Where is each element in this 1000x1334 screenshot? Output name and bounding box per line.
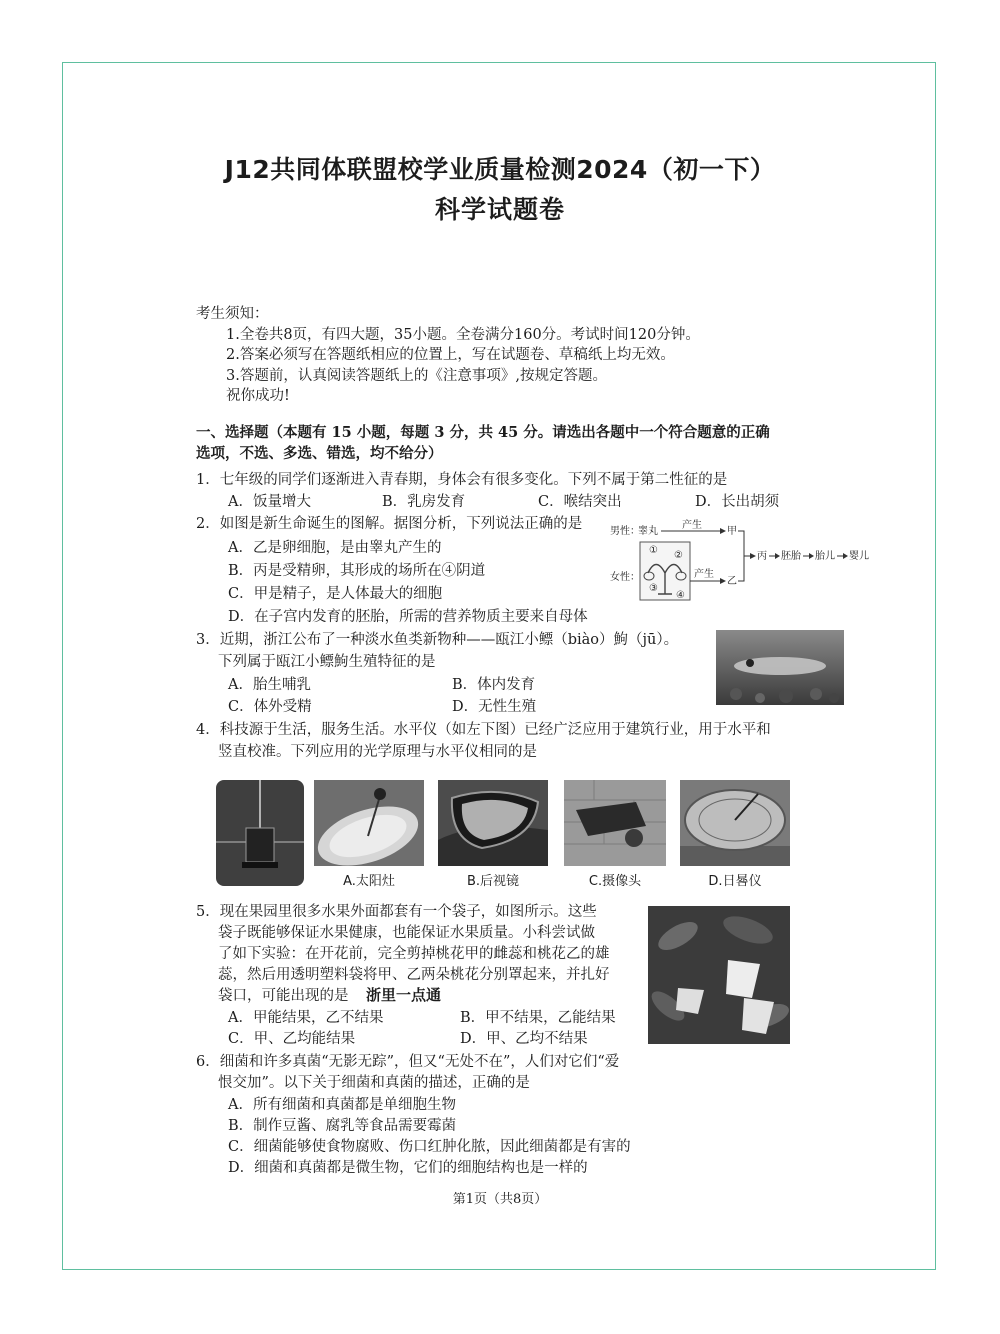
diagram-merge-bracket — [738, 531, 750, 581]
diagram-num-4: ④ — [676, 590, 685, 601]
q1-option-a: A．饭量增大 — [228, 494, 311, 510]
camera-photo — [564, 780, 666, 866]
diagram-label-produce: 产生 — [694, 569, 714, 580]
q5-option-c: C．甲、乙均能结果 — [228, 1031, 356, 1047]
section-heading-cont: 选项，不选、多选、错选，均不给分） — [196, 445, 443, 462]
solar-cooker-photo — [314, 780, 424, 866]
q5-option-a: A．甲能结果，乙不结果 — [228, 1010, 384, 1026]
q2-option-a: A．乙是卵细胞，是由睾丸产生的 — [228, 540, 442, 556]
caption-d: D.日晷仪 — [708, 874, 762, 889]
page-number: 第1页（共8页） — [452, 1192, 548, 1207]
rear-mirror-photo — [438, 780, 548, 866]
diagram-num-2: ② — [674, 550, 683, 561]
notice-item: 2.答案必须写在答题纸相应的位置上，写在试题卷、草稿纸上均无效。 — [226, 347, 675, 363]
question-5-stem: 5．现在果园里很多水果外面都套有一个袋子，如图所示。这些 — [196, 904, 597, 920]
diagram-label-yi: 乙 — [727, 576, 737, 587]
question-4-stem-cont: 竖直校准。下列应用的光学原理与水平仪相同的是 — [218, 744, 537, 760]
diagram-label-jia: 甲 — [727, 526, 737, 537]
question-5-stem-cont: 了如下实验：在开花前，完全剪掉桃花甲的雌蕊和桃花乙的雄 — [218, 946, 610, 962]
q3-option-c: C．体外受精 — [228, 699, 312, 715]
diagram-label-male: 男性： — [610, 526, 640, 537]
notice-wish: 祝你成功! — [226, 388, 290, 404]
q6-option-a: A．所有细菌和真菌都是单细胞生物 — [228, 1097, 456, 1113]
section-heading: 一、选择题（本题有 15 小题，每题 3 分，共 45 分。请选出各题中一个符合题意的正确 — [196, 424, 770, 441]
laser-level-photo — [216, 780, 304, 886]
caption-a: A.太阳灶 — [343, 874, 395, 889]
question-3-stem-cont: 下列属于瓯江小鳔鮈生殖特征的是 — [218, 654, 436, 670]
bagged-fruit-photo — [648, 906, 790, 1044]
exam-title: J12共同体联盟校学业质量检测2024（初一下） — [224, 155, 776, 184]
sundial-photo — [680, 780, 790, 866]
diagram-label-baby: 婴儿 — [849, 551, 869, 562]
fish-photo — [716, 630, 844, 705]
diagram-num-3: ③ — [649, 583, 658, 594]
q6-option-b: B．制作豆酱、腐乳等食品需要霉菌 — [228, 1118, 457, 1134]
q2-option-c: C．甲是精子，是人体最大的细胞 — [228, 586, 443, 602]
q3-option-b: B．体内发育 — [452, 677, 536, 693]
diagram-label-female: 女性： — [610, 572, 640, 583]
question-5-stem-cont: 袋子既能够保证水果健康，也能保证水果质量。小科尝试做 — [218, 925, 595, 941]
diagram-arrowhead — [720, 528, 726, 534]
watermark-text: 浙里一点通 — [366, 986, 442, 1004]
notice-item: 3.答题前，认真阅读答题纸上的《注意事项》,按规定答题。 — [226, 368, 607, 384]
q1-option-c: C．喉结突出 — [538, 494, 622, 510]
notice-heading: 考生须知： — [196, 306, 269, 322]
diagram-label-fetus: 胎儿 — [815, 551, 835, 562]
q6-option-d: D．细菌和真菌都是微生物，它们的细胞结构也是一样的 — [228, 1160, 588, 1176]
q1-option-b: B．乳房发育 — [382, 494, 466, 510]
diagram-label-bing: 丙 — [757, 551, 767, 562]
q3-option-d: D．无性生殖 — [452, 699, 537, 715]
question-1-stem: 1．七年级的同学们逐渐进入青春期，身体会有很多变化。下列不属于第二性征的是 — [196, 472, 728, 488]
caption-b: B.后视镜 — [466, 874, 520, 889]
q1-option-d: D．长出胡须 — [695, 494, 780, 510]
question-2-stem: 2．如图是新生命诞生的图解。据图分析，下列说法正确的是 — [196, 516, 583, 532]
q5-option-d: D．甲、乙均不结果 — [460, 1031, 588, 1047]
q6-option-c: C．细菌能够使食物腐败、伤口红肿化脓，因此细菌都是有害的 — [228, 1139, 631, 1155]
diagram-label-testis: 睾丸 — [638, 526, 658, 537]
question-6-stem: 6．细菌和许多真菌“无影无踪”，但又“无处不在”，人们对它们“爱 — [196, 1054, 620, 1070]
question-6-stem-cont: 恨交加”。以下关于细菌和真菌的描述，正确的是 — [218, 1075, 530, 1091]
exam-subtitle: 科学试题卷 — [434, 195, 565, 224]
notice-item: 1.全卷共8页，有四大题，35小题。全卷满分160分。考试时间120分钟。 — [226, 327, 700, 343]
question-3-stem: 3．近期，浙江公布了一种淡水鱼类新物种——瓯江小鳔（biào）鮈（jū）。 — [196, 632, 679, 648]
reproduction-diagram — [608, 518, 870, 608]
question-4-stem: 4．科技源于生活，服务生活。水平仪（如左下图）已经广泛应用于建筑行业，用于水平和 — [196, 722, 771, 738]
diagram-label-embryo: 胚胎 — [781, 551, 801, 562]
q5-option-b: B．甲不结果，乙能结果 — [460, 1010, 616, 1026]
q2-option-d: D．在子宫内发育的胚胎，所需的营养物质主要来自母体 — [228, 609, 588, 625]
caption-c: C.摄像头 — [588, 874, 642, 889]
diagram-num-1: ① — [649, 545, 658, 556]
question-5-stem-cont: 袋口，可能出现的是 — [218, 988, 349, 1004]
diagram-label-produce: 产生 — [682, 520, 702, 531]
q2-option-b: B．丙是受精卵，其形成的场所在④阴道 — [228, 563, 486, 579]
question-5-stem-cont: 蕊，然后用透明塑料袋将甲、乙两朵桃花分别罩起来，并扎好 — [218, 967, 610, 983]
q3-option-a: A．胎生哺乳 — [228, 677, 311, 693]
